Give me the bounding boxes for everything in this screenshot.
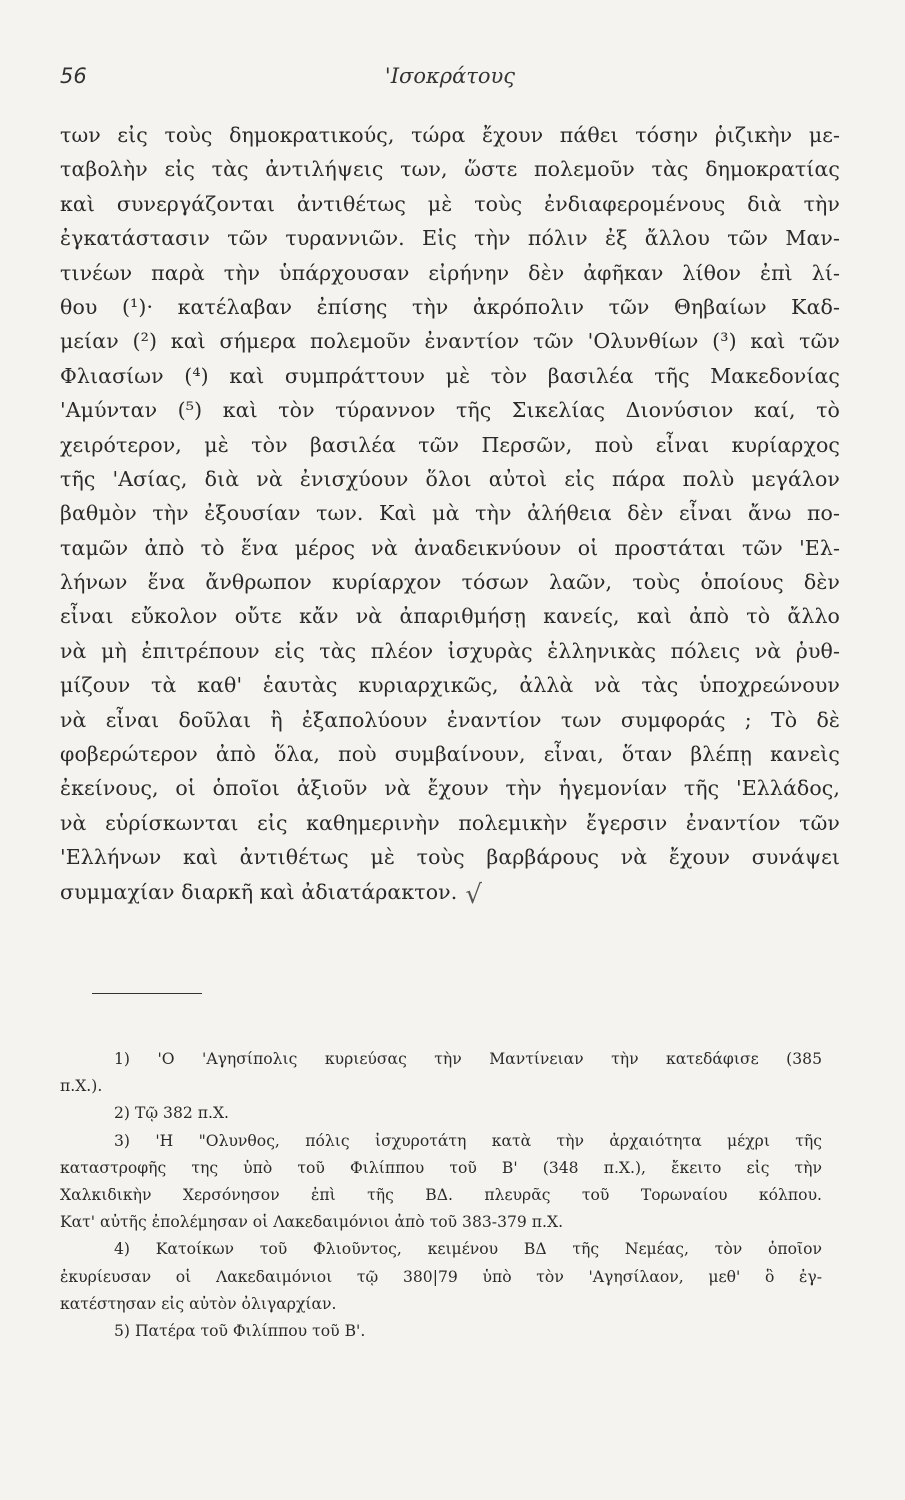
- footnote-divider: [92, 993, 202, 994]
- text-line: των εἰς τοὺς δημοκρατικούς, τώρα ἔχουν πάθει τόσην ῥιζικὴν με-: [60, 123, 840, 147]
- text-line: εἶναι εὔκολον οὔτε κἄν νὰ ἀπαριθμήσῃ κανείς, καὶ ἀπὸ τὸ ἄλλο: [60, 604, 840, 629]
- footnote-line: κατέστησαν εἰς αὐτὸν ὀλιγαρχίαν.: [60, 1294, 337, 1313]
- running-head: 'Ισοκράτους: [384, 64, 516, 88]
- footnote-line: ἐκυρίευσαν οἱ Λακεδαιμόνιοι τῷ 380|79 ὑπὸ τὸν 'Αγησίλαον, μεθ' ὃ ἐγ-: [60, 1267, 822, 1286]
- text-line: νὰ εἶναι δοῦλαι ἢ ἐξαπολύουν ἐναντίον των συμφοράς ; Τὸ δὲ: [60, 707, 840, 732]
- text-line: ἐγκατάστασιν τῶν τυραννιῶν. Εἰς τὴν πόλιν ἐξ ἄλλου τῶν Μαν-: [60, 226, 840, 251]
- footnote-line: Χαλκιδικὴν Χερσόνησον ἐπὶ τῆς ΒΔ. πλευρᾶς τοῦ Τορωναίου κόλπου.: [60, 1185, 822, 1204]
- footnote-line: 4) Κατοίκων τοῦ Φλιοῦντος, κειμένου ΒΔ τῆς Νεμέας, τὸν ὁποῖον: [114, 1240, 822, 1259]
- text-line: φοβερώτερον ἀπὸ ὅλα, ποὺ συμβαίνουν, εἶναι, ὅταν βλέπῃ κανεὶς: [60, 742, 840, 767]
- text-line: χειρότερον, μὲ τὸν βασιλέα τῶν Περσῶν, ποὺ εἶναι κυρίαρχος: [60, 432, 840, 457]
- footnote-line: 2) Τῷ 382 π.Χ.: [114, 1104, 230, 1123]
- footnote-line: π.Χ.).: [60, 1077, 103, 1096]
- text-line: Φλιασίων (⁴) καὶ συμπράττουν μὲ τὸν βασιλέα τῆς Μακεδονίας: [60, 363, 840, 388]
- text-line: ταβολὴν εἰς τὰς ἀντιλήψεις των, ὥστε πολεμοῦν τὰς δημοκρατίας: [60, 157, 840, 182]
- text-line: νὰ μὴ ἐπιτρέπουν εἰς τὰς πλέον ἰσχυρὰς ἑλληνικὰς πόλεις νὰ ῥυθ-: [60, 638, 840, 663]
- text-line: ἐκείνους, οἱ ὁποῖοι ἀξιοῦν νὰ ἔχουν τὴν ἡγεμονίαν τῆς 'Ελλάδος,: [60, 776, 840, 801]
- text-line: λήνων ἕνα ἄνθρωπον κυρίαρχον τόσων λαῶν, τοὺς ὁποίους δὲν: [60, 570, 840, 595]
- page-header: [60, 64, 840, 94]
- text-line: μείαν (²) καὶ σήμερα πολεμοῦν ἐναντίον τῶν 'Ολυνθίων (³) καὶ τῶν: [60, 329, 840, 354]
- main-text: [60, 118, 840, 909]
- text-line: μίζουν τὰ καθ' ἑαυτὰς κυριαρχικῶς, ἀλλὰ νὰ τὰς ὑποχρεώνουν: [60, 673, 840, 698]
- text-line-last: [60, 875, 840, 909]
- last-line-text: συμμαχίαν διαρκῆ καὶ ἀδιατάρακτον.: [60, 879, 458, 904]
- footnote-line: 5) Πατέρα τοῦ Φιλίππου τοῦ Β'.: [114, 1321, 366, 1340]
- footnote-line: Κατ' αὐτῆς ἐπολέμησαν οἱ Λακεδαιμόνιοι ἀπὸ τοῦ 383-379 π.Χ.: [60, 1213, 564, 1232]
- text-line: 'Αμύνταν (⁵) καὶ τὸν τύραννον τῆς Σικελίας Διονύσιον καί, τὸ: [60, 398, 840, 423]
- page-number: 56: [60, 64, 87, 88]
- text-line: 'Ελλήνων καὶ ἀντιθέτως μὲ τοὺς βαρβάρους νὰ ἔχουν συνάψει: [60, 845, 840, 870]
- footnote-line: καταστροφῆς της ὑπὸ τοῦ Φιλίππου τοῦ Β' (348 π.Χ.), ἔκειτο εἰς τὴν: [60, 1158, 822, 1177]
- text-line: καὶ συνεργάζονται ἀντιθέτως μὲ τοὺς ἐνδιαφερομένους διὰ τὴν: [60, 191, 840, 216]
- text-line: ταμῶν ἀπὸ τὸ ἕνα μέρος νὰ ἀναδεικνύουν οἱ προστάται τῶν 'Ελ-: [60, 535, 840, 560]
- footnotes: [60, 1046, 822, 1345]
- text-line: τινέων παρὰ τὴν ὑπάρχουσαν εἰρήνην δὲν ἀφῆκαν λίθον ἐπὶ λί-: [60, 260, 840, 285]
- text-line: τῆς 'Ασίας, διὰ νὰ ἐνισχύουν ὅλοι αὐτοὶ εἰς πάρα πολὺ μεγάλον: [60, 466, 840, 491]
- text-line: θου (¹)· κατέλαβαν ἐπίσης τὴν ἀκρόπολιν τῶν Θηβαίων Καδ-: [60, 294, 840, 319]
- check-mark-icon: √: [465, 879, 483, 909]
- footnote-line: 3) 'Η "Ολυνθος, πόλις ἰσχυροτάτη κατὰ τὴν ἀρχαιότητα μέχρι τῆς: [114, 1131, 822, 1150]
- text-line: βαθμὸν τὴν ἐξουσίαν των. Καὶ μὰ τὴν ἀλήθεια δὲν εἶναι ἄνω πο-: [60, 501, 840, 526]
- footnote-line: 1) 'Ο 'Αγησίπολις κυριεύσας τὴν Μαντίνειαν τὴν κατεδάφισε (385: [114, 1050, 822, 1068]
- text-line: νὰ εὑρίσκωνται εἰς καθημερινὴν πολεμικὴν ἔγερσιν ἐναντίον τῶν: [60, 810, 840, 835]
